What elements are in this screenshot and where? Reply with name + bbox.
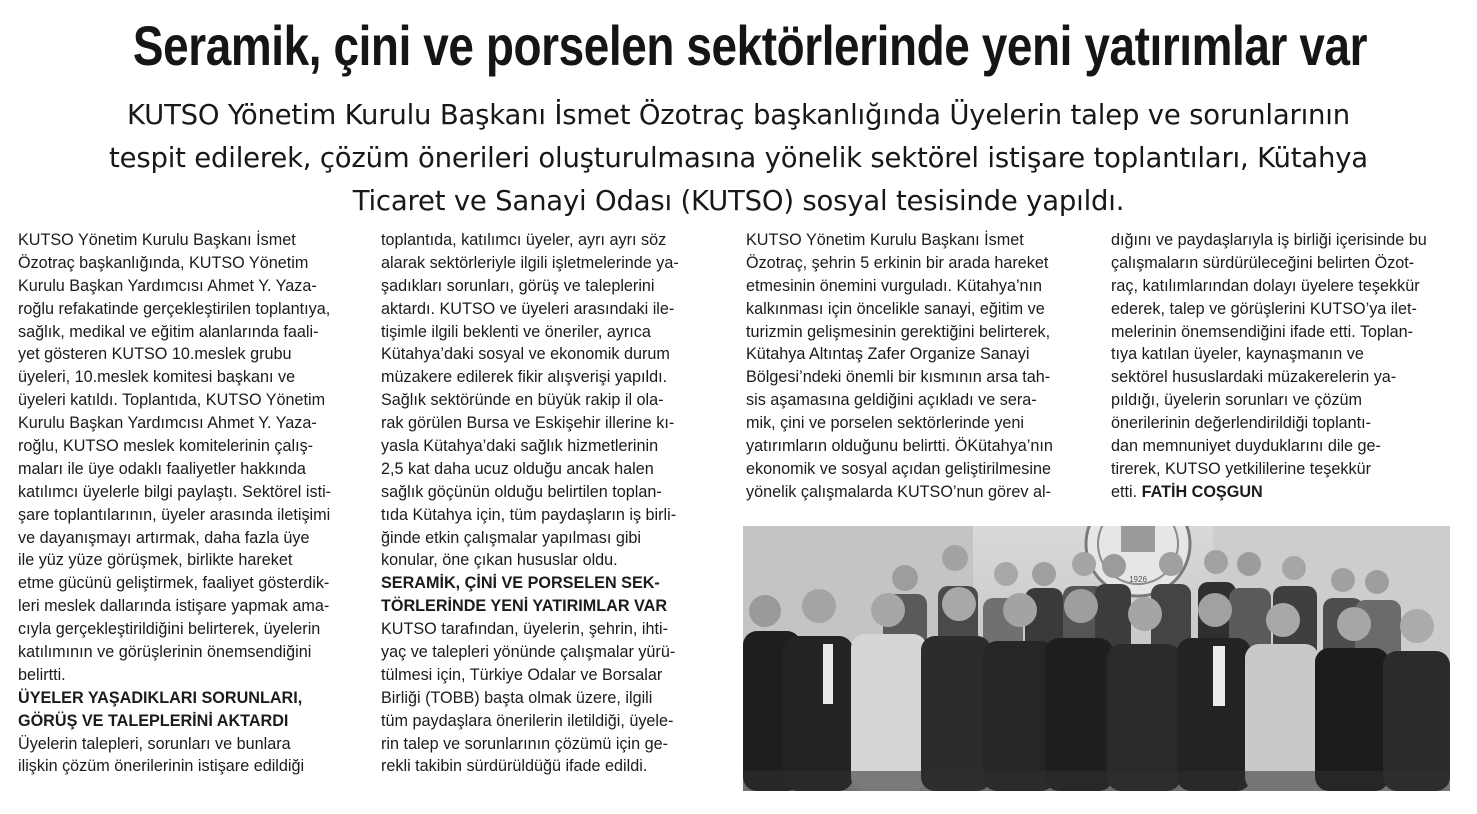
text-line-with-byline [1111, 481, 1456, 504]
text-line: cıyla gerçekleştirildiğini belirterek, üyelerin [18, 620, 321, 639]
text-line: KUTSO Yönetim Kurulu Başkanı İsmet [18, 231, 296, 249]
text-line: Birliği (TOBB) başta olmak üzere, ilgili [381, 688, 653, 707]
text-line: mik, çini ve porselen sektörlerinde yeni [746, 414, 1025, 433]
group-photo-illustration [743, 526, 1450, 791]
text-line: katılımının ve görüşlerinin önemsendiğini [18, 643, 312, 662]
text-line: Özotraç başkanlığında, KUTSO Yönetim [18, 253, 309, 272]
deck-line: tespit edilerek, çözüm önerileri oluşturulmasına yönelik sektörel istişare toplantıları, Kütahya [109, 142, 1368, 174]
text-line: etmesinin önemini vurguladı. Kütahya’nın [746, 276, 1043, 295]
deck-summary [12, 94, 1465, 223]
text-line: üyeleri, 10.meslek komitesi başkanı ve [18, 368, 296, 387]
text-line: Kütahya’daki sosyal ve ekonomik durum [381, 345, 670, 364]
text-line: sektörel hususlardaki müzakerelerin ya- [1111, 368, 1397, 387]
text-line: toplantıda, katılımcı üyeler, ayrı ayrı söz [381, 231, 667, 249]
text-line: Kurulu Başkan Yardımcısı Ahmet Y. Yaza- [18, 276, 317, 295]
text-line: çalışmaların sürdürüleceğini belirten Özot- [1111, 253, 1415, 272]
subheading: SERAMİK, ÇİNİ VE PORSELEN SEK- [381, 574, 660, 593]
text-line: tıya katılan üyeler, kaynaşmanın ve [1111, 345, 1364, 364]
text-line: konular, öne çıkan hususlar oldu. [381, 551, 618, 570]
text-line: sağlık, medikal ve eğitim alanlarında faali- [18, 322, 319, 341]
text-line: tüm paydaşlara önerilerin iletildiği, üyele- [381, 711, 674, 730]
headline: Seramik, çini ve porselen sektörlerinde yeni yatırımlar var [132, 14, 1368, 77]
text-line: yönelik çalışmalarda KUTSO’nun görev al- [746, 482, 1051, 501]
text-line: şadıkları sorunları, görüş ve taleplerini [381, 276, 655, 295]
text-line: tıda Kütahya için, tüm paydaşların iş birli- [381, 505, 677, 524]
text-fragment: etti. [1111, 482, 1142, 501]
text-line: leri meslek dallarında istişare yapmak ama- [18, 597, 330, 616]
text-line: alarak sektörleriyle ilgili işletmelerinde ya- [381, 253, 679, 272]
article-column-4 [1111, 229, 1456, 504]
text-line: yaç ve talepleri yönünde çalışmalar yürü- [381, 643, 676, 662]
text-line: ilişkin çözüm önerilerinin istişare edildiği [18, 757, 305, 776]
text-line: 2,5 kat daha ucuz olduğu ancak halen [381, 459, 654, 478]
text-line: ile yüz yüze görüşmek, birlikte hareket [18, 551, 293, 570]
text-line: pıldığı, üyelerin sorunları ve çözüm [1111, 391, 1363, 410]
text-line: KUTSO tarafından, üyelerin, şehrin, ihti- [381, 620, 669, 639]
text-line: belirtti. [18, 665, 66, 684]
text-line: raç, katılımlarından dolayı üyelere teşekkür [1111, 276, 1420, 295]
text-line: yatırımların olduğunu belirtti. ÖKütahya’nın [746, 437, 1053, 456]
text-line: müzakere edilerek fikir alışverişi yapıldı. [381, 368, 668, 387]
text-line: Bölgesi’ndeki önemli bir kısmının arsa tah- [746, 368, 1051, 387]
text-line: Üyelerin talepleri, sorunları ve bunlara [18, 734, 291, 753]
text-line: Özotraç, şehrin 5 erkinin bir arada hareket [746, 253, 1049, 272]
text-line: ederek, talep ve görüşlerini KUTSO’ya ilet- [1111, 299, 1417, 318]
text-line: ekonomik ve sosyal açıdan geliştirilmesine [746, 459, 1052, 478]
text-line: maları ile üye odaklı faaliyetler hakkında [18, 459, 306, 478]
text-line: katılımcı üyelerle bilgi paylaştı. Sektörel isti- [18, 482, 332, 501]
text-line: rekli takibin sürdürüldüğü ifade edildi. [381, 757, 648, 776]
article-column-2 [381, 229, 726, 778]
text-line: ğinde etkin çalışmalar yapılması gibi [381, 528, 642, 547]
text-line: önerilerinin değerlendirildiği toplantı- [1111, 414, 1372, 433]
article-column-3 [746, 229, 1091, 504]
text-line: KUTSO Yönetim Kurulu Başkanı İsmet [746, 231, 1024, 249]
subheading: GÖRÜŞ VE TALEPLERİNİ AKTARDI [18, 711, 289, 730]
text-line: etme gücünü geliştirmek, faaliyet gösterdik- [18, 574, 330, 593]
text-line: ve dayanışmayı artırmak, daha fazla üye [18, 528, 310, 547]
group-photo [743, 526, 1450, 791]
text-line: melerinin önemsendiğini ifade etti. Toplan- [1111, 322, 1414, 341]
subheading: ÜYELER YAŞADIKLARI SORUNLARI, [18, 688, 303, 707]
text-line: Kütahya Altıntaş Zafer Organize Sanayi [746, 345, 1030, 364]
text-line: kalkınması için öncelikle sanayi, eğitim ve [746, 299, 1045, 318]
text-line: aktardı. KUTSO ve üyeleri arasındaki ile- [381, 299, 675, 318]
text-line: tişimle ilgili beklenti ve öneriler, ayrıca [381, 322, 651, 341]
subheading: TÖRLERİNDE YENİ YATIRIMLAR VAR [381, 597, 668, 616]
text-line: sis aşamasına geldiğini açıkladı ve sera- [746, 391, 1037, 410]
text-line: Kurulu Başkan Yardımcısı Ahmet Y. Yaza- [18, 414, 317, 433]
text-line: şare toplantılarının, üyeler arasında iletişimi [18, 505, 331, 524]
seal-year: 1926 [1129, 575, 1147, 584]
text-line: yasla Kütahya’daki sağlık hizmetlerinin [381, 437, 659, 456]
text-line: tirerek, KUTSO yetkililerine teşekkür [1111, 459, 1371, 478]
text-line: sağlık göçünün olduğu belirtilen toplan- [381, 482, 662, 501]
text-line: rak görülen Bursa ve Eskişehir illerine kı- [381, 414, 675, 433]
text-line: yet gösteren KUTSO 10.meslek grubu [18, 345, 292, 364]
text-line: tülmesi için, Türkiye Odalar ve Borsalar [381, 665, 663, 684]
text-line: dan memnuniyet duyduklarını dile ge- [1111, 437, 1381, 456]
deck-line: KUTSO Yönetim Kurulu Başkanı İsmet Özotraç başkanlığında Üyelerin talep ve sorunlarının [127, 99, 1350, 131]
text-line: roğlu, KUTSO meslek komitelerinin çalış- [18, 437, 314, 456]
text-line: Sağlık sektöründe en büyük rakip il ola- [381, 391, 664, 410]
deck-line: Ticaret ve Sanayi Odası (KUTSO) sosyal tesisinde yapıldı. [352, 185, 1125, 217]
article-column-1 [18, 229, 363, 778]
text-line: roğlu refakatinde gerçekleştirilen toplantıya, [18, 299, 331, 318]
text-line: üyeleri katıldı. Toplantıda, KUTSO Yönetim [18, 391, 326, 410]
text-line: dığını ve paydaşlarıyla iş birliği içerisinde bu [1111, 231, 1427, 249]
author-byline: FATİH COŞGUN [1141, 482, 1263, 501]
text-line: rin talep ve sorunlarının çözümü için ge- [381, 734, 669, 753]
text-line: turizmin gelişmesinin gerektiğini belirterek, [746, 322, 1051, 341]
